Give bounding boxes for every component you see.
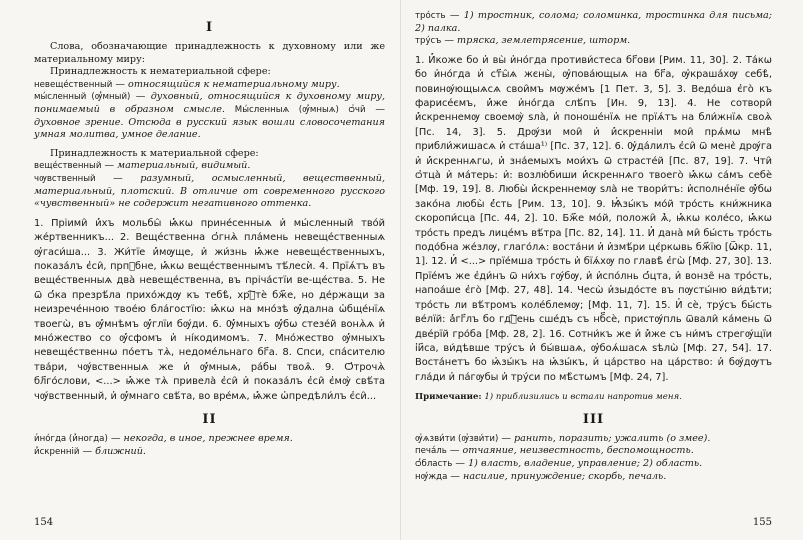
subheading-nonmaterial: Принадлежность к нематериальной сфере:	[50, 66, 271, 78]
gloss-word: мы́сленный (ѹ҆́мный)	[34, 92, 131, 103]
gloss-word: невеще́ственный	[34, 79, 113, 90]
gloss-entry	[34, 91, 385, 141]
gloss-entry	[415, 35, 772, 48]
page-number: 154	[34, 517, 54, 528]
gloss-word: и҆но́гда (и҆́ногда)	[34, 434, 108, 444]
section-heading-1: I	[205, 20, 214, 35]
intro-paragraph: Слова, обозначающие принадлежность к духовному или же материальному миру:	[34, 41, 385, 65]
right-page	[401, 0, 802, 540]
gloss-definition: — 1) тростник, солома; соломинка, тростинка для письма; 2) палка.	[415, 10, 772, 34]
gloss-entry	[415, 433, 772, 446]
gloss-definition: — 1) власть, владение, управление; 2) область.	[452, 457, 703, 469]
subheading-material: Принадлежность к материальной сфере:	[50, 147, 259, 159]
footnote-label: Примечание:	[415, 392, 482, 403]
gloss-word: веще́ственный	[34, 161, 102, 172]
gloss-entry	[415, 10, 772, 35]
gloss-definition: — ближний.	[79, 445, 146, 457]
left-page	[0, 0, 401, 540]
footnote	[415, 391, 772, 404]
gloss-definition: — ранить, поразить; ужалить (о змее).	[498, 432, 711, 444]
section-heading-3: III	[582, 411, 605, 427]
footnote-text: 1) приблизились и встали напротив меня.	[481, 392, 682, 403]
gloss-definition: — некогда, в иное, прежнее время.	[107, 433, 293, 444]
gloss-entry	[415, 458, 772, 471]
gloss-word: ѻ҆́бласть	[415, 458, 453, 469]
church-slavonic-text: 1. И҆́коже бо и҆ вы̀ и҆но́гда противи́стеса бг҃ови [Рим. 11, 30]. 2. Та́кѡ бо и҆но́гда и҆ ст҃ы̑ѧ жєны̀, ѹ҆пова́ющыѧ на бг҃а, ѹ҆краша́хѹ себѣ̀, повинѹ́ющыѧсѧ свои̑мъ мѹже́мъ [1 Пет. 3, 5]. 3. Ведо́ша є҆го̀ къ фарисе́ємъ, и҆́же и҆но́гда слѣ́пъ [Ин. 9, 13]. 4. Не сотвори̑ и҆́скреннемѹ своемѹ̀ ѕла̀, и҆ поноше́нїѧ не прїѧ́тъ на бли́жнїѧ своѧ̀ [Пс. 14, 3]. 5. Дрѹ́зи мои̑ и҆ и҆́скренніи мои̑ прѧ́мѡ мнѣ̀ прибли́жишасѧ и҆ ста́ша¹⁾ [Пс. 37, 12]. 6. Ѹ҆да́лилъ є҆си̑ ѿ менє̀ дрѹ́га и҆ и҆́скреннѧгѡ, и҆ зна́емыхъ мои́хъ ѿ страсте́й [Пс. 87, 19]. 7. Чти̑ ѻ҆тца̀ и҆ ма́терь: и҆: возлю́биши и҆́скреннѧго твоего̀ ѩ҆́кѡ са́мъ себѐ [Мф. 19, 19]. 8. Любы̀ и҆́скреннемѹ ѕла̀ не твори́тъ: и҆сполне́нїе ѹ҆̀бѡ зако́на любы̀ є҆́сть [Рим. 13, 10]. 9. Ѩ҆зы́къ мо́й тро́сть кни́жника скоропи́сца [Пс. 44, 2]. 10. Бж҃е мо́й, положи̑ ѧ҆̀, ѩ҆́кѡ коле́со, ѩ҆́кѡ тро́сть предъ лице́мъ вѣ́тра [Пс. 82, 14]. 11. И҆ дана̀ ми̑ бы́сть тро́сть подо́бна же́злѹ, глаго́лѧ: воста́ни и҆ и҆змѣ́ри цє́ркѡвь бж҃їю [Ѿкр. 11, 1]. 12. И҆ <...> прїе́мша тро́сть и҆ бїѧ́хѹ по главѣ̀ є҆гѡ̀ [Мф. 27, 30]. 13. Прїе́мъ же є҆ди́нъ ѿ ни́хъ гѹ́бѹ, и҆ и҆спо́лнь ѻ҆́цта, и҆ вонзе̑ на тро́сть, напоа́ше є҆го̀ [Мф. 27, 48]. 14. Чесѡ̀ и҆зыдо́сте въ пѹсты́ню ви́дѣти; тро́сть ли вѣ́тромъ коле́блемѹ; [Мф. 11, 7]. 15. И҆ сѐ, тру́съ бы́сть ве́лїй: а҆́гг҃лъ бо гдⷭ҇ень сше́дъ съ нб҃сѐ, пристѹ́пль ѿвали̑ ка́мень ѿ две́рїй гро́ба [Мф. 28, 2]. 16. Сотни́къ же и҆ и҆̀же съ ни́мъ стрегѹ́щїи і҆и҃са, ви́дѣвше тру́съ и҆ бы́вшаѧ, ѹ҆боѧ́шасѧ ѕѣлѡ̀ [Мф. 27, 54]. 17. Воста́нетъ бо ѩ҆зы́къ на ѩ҆зы́къ, и҆ ца́рство на ца́рство: и҆ бѹ́дѹтъ гла́ди и҆ па́гѹбы и҆ тру́си по мѣ̑стѡмъ [Мф. 24, 7].	[415, 54, 772, 383]
gloss-entry	[34, 79, 385, 92]
gloss-definition: — относящийся к нематериальному миру.	[112, 78, 340, 90]
gloss-definition: — тряска, землетрясение, шторм.	[441, 35, 631, 47]
gloss-entry	[34, 173, 385, 211]
gloss-word: тру́съ	[415, 36, 442, 47]
gloss-definition: — материальный, видимый.	[101, 160, 251, 172]
gloss-word: тро́сть	[415, 11, 446, 21]
page-number: 155	[752, 517, 772, 528]
section-heading-2: II	[202, 412, 217, 427]
gloss-definition: — духовный, относящийся к духовному миру, понимаемый в образном смысле.	[34, 91, 386, 115]
gloss-definition: — насилие, принуждение; скорбь, печаль.	[447, 470, 667, 482]
gloss-word: Мы́сленныѧ (ѹ҆́мныѧ) ѻ҆чи̑	[234, 104, 366, 115]
gloss-word: нѹ́жда	[415, 471, 448, 482]
gloss-word: чѹвственный	[34, 173, 96, 184]
gloss-entry	[34, 160, 385, 173]
gloss-entry	[34, 446, 385, 459]
church-slavonic-text: 1. Пріими̑ и҆́хъ мольбы̑ ѩ҆́кѡ прине́сенныѧ и҆ мы́сленный тво́й же́ртвенникъ... 2. Веще́ственна ѻ҆гнѧ̀ пла́мень невеще́ственныѧ ѹ҆гаси́ша... 3. Жи́тїе и҆́мѹще, и҆ жи́знь ѩ҆́же невеще́ственныхъ, показа́лъ є҆си̑, прпⷣбне, ѩ҆́кѡ веще́ственнымъ тѣ́лесѝ. 4. Прїѧ́тъ въ веще́ственныѧ два̀ невеще́ственна, въ пріча́стїи ве-ще́ства. 5. Не ѿ ѻ҆́ка презрѣ́ла прихо́ждѹ къ тебѣ̀, хрⷭ҇тѐ бж҃е, но де́ржащи за неизрече́нною твое́ю бла́гостїю: ѩ҆́кѡ на мно́зѣ ѹ҆́дална ѡ҆бще́нїѧ твоегѡ̀, въ ѹ҆́мнѣмъ ѹ҆́глїи бѹ́ди. 6. Ѹ҆́мныхъ ѹ҆́бѡ стезе́й вонѧ̀ѧ и҆ мно́жество со ѹ҆́сфомъ и҆ ні́кодимомъ. 7. Мно́жество ѹ҆́мныхъ невеще́ственнѡ по́етъ тѧ̀, недоме́льнаго бг҃а. 8. Спси, спа́сителю тва́ри, чѹ́вственныѧ же и҆ ѹ҆́мныѧ, ра́бы твоѧ̑. 9. Ѻ҆трочѧ̀ бл҃го́слови, <...> ѩ҆́же тѧ̀ привела̀ є҆си̑ и҆ показа́лъ є҆си̑ є҆мѹ̀ свѣ́та чѹ́вственный, и҆ ѹ҆́мнаго свѣ́та, во вре́мѧ, ѩ҆́же ѡ҆предѣли́лъ є҆си̑...	[34, 217, 385, 402]
gloss-entry	[34, 433, 385, 446]
gloss-entry	[415, 445, 772, 458]
gloss-entry	[415, 471, 772, 484]
gloss-definition: — духовное зрение. Отсюда в русский язык вошли словосочетания умная молитва, умное делание.	[34, 103, 385, 141]
gloss-word: печа́ль	[415, 446, 447, 457]
gloss-word: и҆́скренній	[34, 446, 80, 457]
gloss-definition: — разумный, осмысленный, вещественный, материальный, плотский. В отличие от современного русского «чувственный» не содержит негативного оттенка.	[34, 172, 385, 210]
gloss-word: ѹ҆ѧзви́ти (ѹ҆зви́ти)	[415, 433, 499, 444]
gloss-definition: — отчаяние, неизвестность, беспомощность.	[446, 445, 694, 457]
